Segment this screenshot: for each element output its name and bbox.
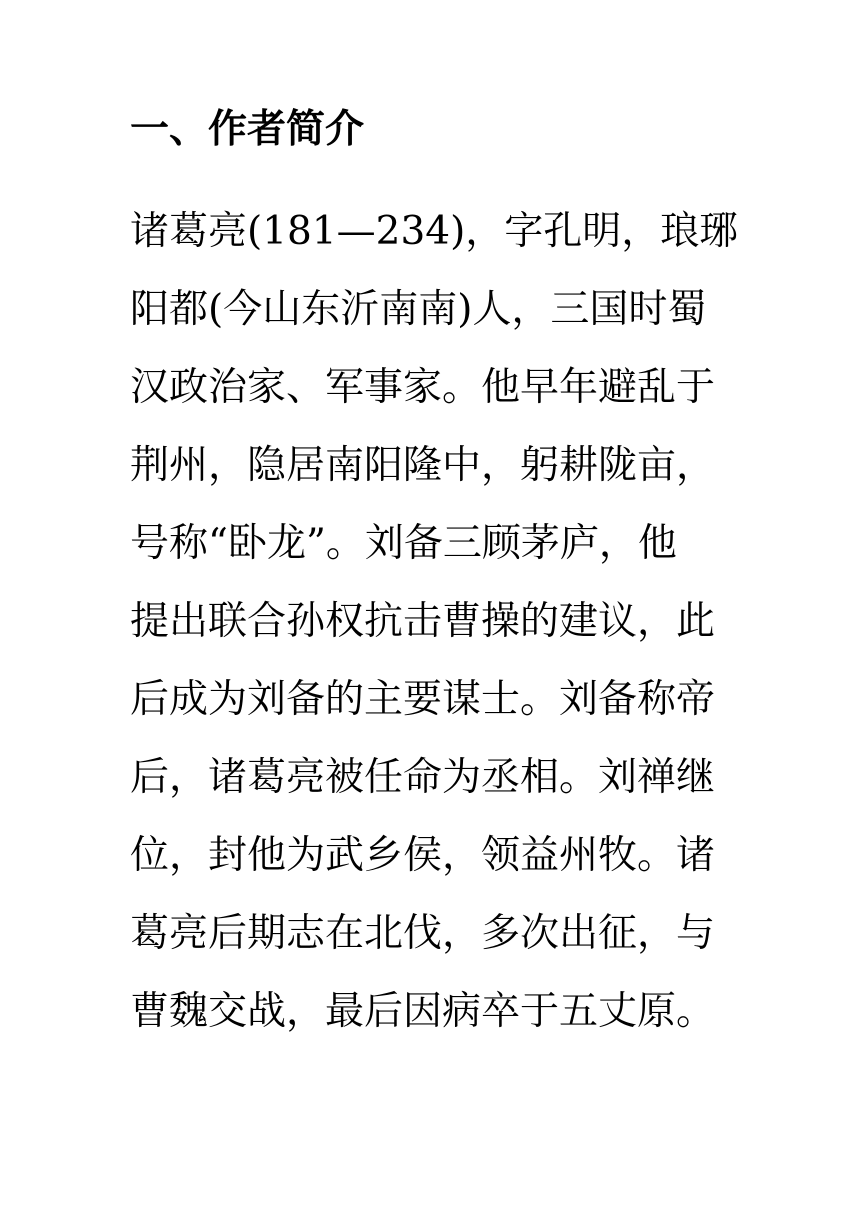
paragraph-line: 提出联合孙权抗击曹操的建议，此 [130,599,716,644]
paragraph-line: 葛亮后期志在北伐，多次出征，与 [130,911,716,956]
paragraph-line: 诸葛亮(181—234)，字孔明，琅琊 [130,209,739,254]
section-heading: 一、作者简介 [130,107,365,152]
paragraph-line: 后，诸葛亮被任命为丞相。刘禅继 [130,755,716,800]
paragraph-line: 后成为刘备的主要谋士。刘备称帝 [130,677,716,722]
paragraph-line: 曹魏交战，最后因病卒于五丈原。 [130,989,716,1034]
paragraph-line: 汉政治家、军事家。他早年避乱于 [130,365,716,410]
paragraph-line: 荆州，隐居南阳隆中，躬耕陇亩， [130,443,716,488]
paragraph-line: 位，封他为武乡侯，领益州牧。诸 [130,833,716,878]
author-intro-paragraph [130,206,739,1064]
paragraph-line: 阳都(今山东沂南南)人，三国时蜀 [130,287,707,332]
paragraph-line: 号称“卧龙”。刘备三顾茅庐，他 [130,521,677,566]
